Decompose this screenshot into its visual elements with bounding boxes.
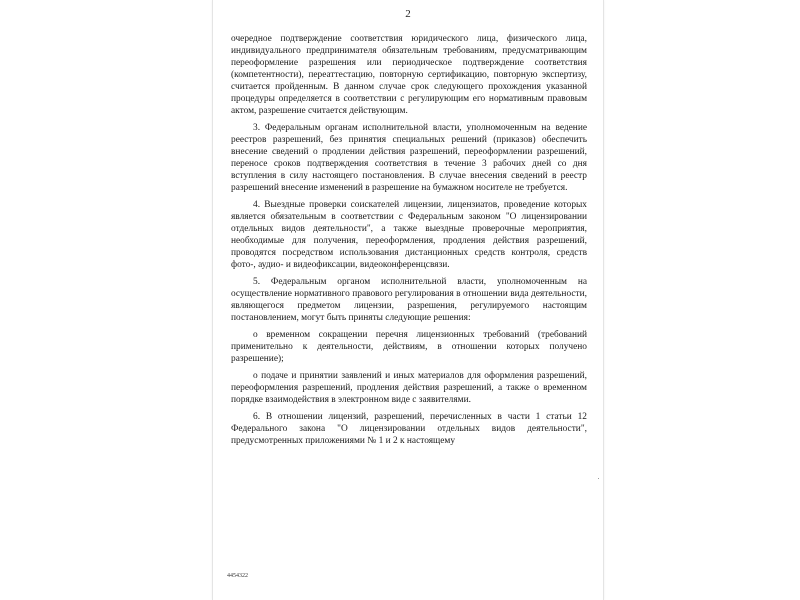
- document-body: [231, 33, 587, 452]
- paragraph-3: 3. Федеральным органам исполнительной власти, уполномоченным на ведение реестров разрешений, без принятия специальных решений (приказов) обеспечить внесение сведений о продлении действия разрешений, переоформлении разрешений, переносе сроков подтверждения соответствия в течение 3 рабочих дней со дня вступления в силу настоящего постановления. В случае внесения сведений в реестр разрешений внесение изменений в разрешение на бумажном носителе не требуется.: [231, 123, 587, 193]
- paragraph-continuation: очередное подтверждение соответствия юридического лица, физического лица, индивидуального предпринимателя обязательным требованиям, предусматривающим переоформление разрешения или периодическое подтверждение соответствия (компетентности), переаттестацию, повторную сертификацию, повторную экспертизу, считается пройденным. В данном случае срок следующего прохождения указанной процедуры определяется в соответствии с регулирующим его нормативным правовым актом, разрешение считается действующим.: [231, 34, 587, 116]
- paragraph-5: 5. Федеральным органом исполнительной власти, уполномоченным на осуществление нормативного правового регулирования в отношении вида деятельности, являющегося предметом лицензии, разрешения, регулируемого настоящим постановлением, могут быть приняты следующие решения:: [231, 277, 587, 323]
- paragraph-5-item-a: о временном сокращении перечня лицензионных требований (требований применительно к деятельности, действиям, в отношении которых получено разрешение);: [231, 330, 587, 364]
- paragraph-4: 4. Выездные проверки соискателей лицензии, лицензиатов, проведение которых является обязательным в соответствии с Федеральным законом "О лицензировании отдельных видов деятельности", а также выездные проверочные мероприятия, необходимые для получения, переоформления, продления действия разрешений, проводятся посредством использования дистанционных средств контроля, средств фото-, аудио- и видеофиксации, видеоконференцсвязи.: [231, 200, 587, 270]
- scan-speck: [598, 478, 599, 479]
- document-code: 4454322: [227, 573, 248, 579]
- document-page: [212, 0, 604, 600]
- paragraph-6: 6. В отношении лицензий, разрешений, перечисленных в части 1 статьи 12 Федерального закона "О лицензировании отдельных видов деятельности", предусмотренных приложениями № 1 и 2 к настоящему: [231, 412, 587, 446]
- page-number: 2: [405, 8, 411, 20]
- paragraph-5-item-b: о подаче и принятии заявлений и иных материалов для оформления разрешений, переоформления разрешений, продления действия разрешений, а также о временном порядке взаимодействия в электронном виде с заявителями.: [231, 371, 587, 405]
